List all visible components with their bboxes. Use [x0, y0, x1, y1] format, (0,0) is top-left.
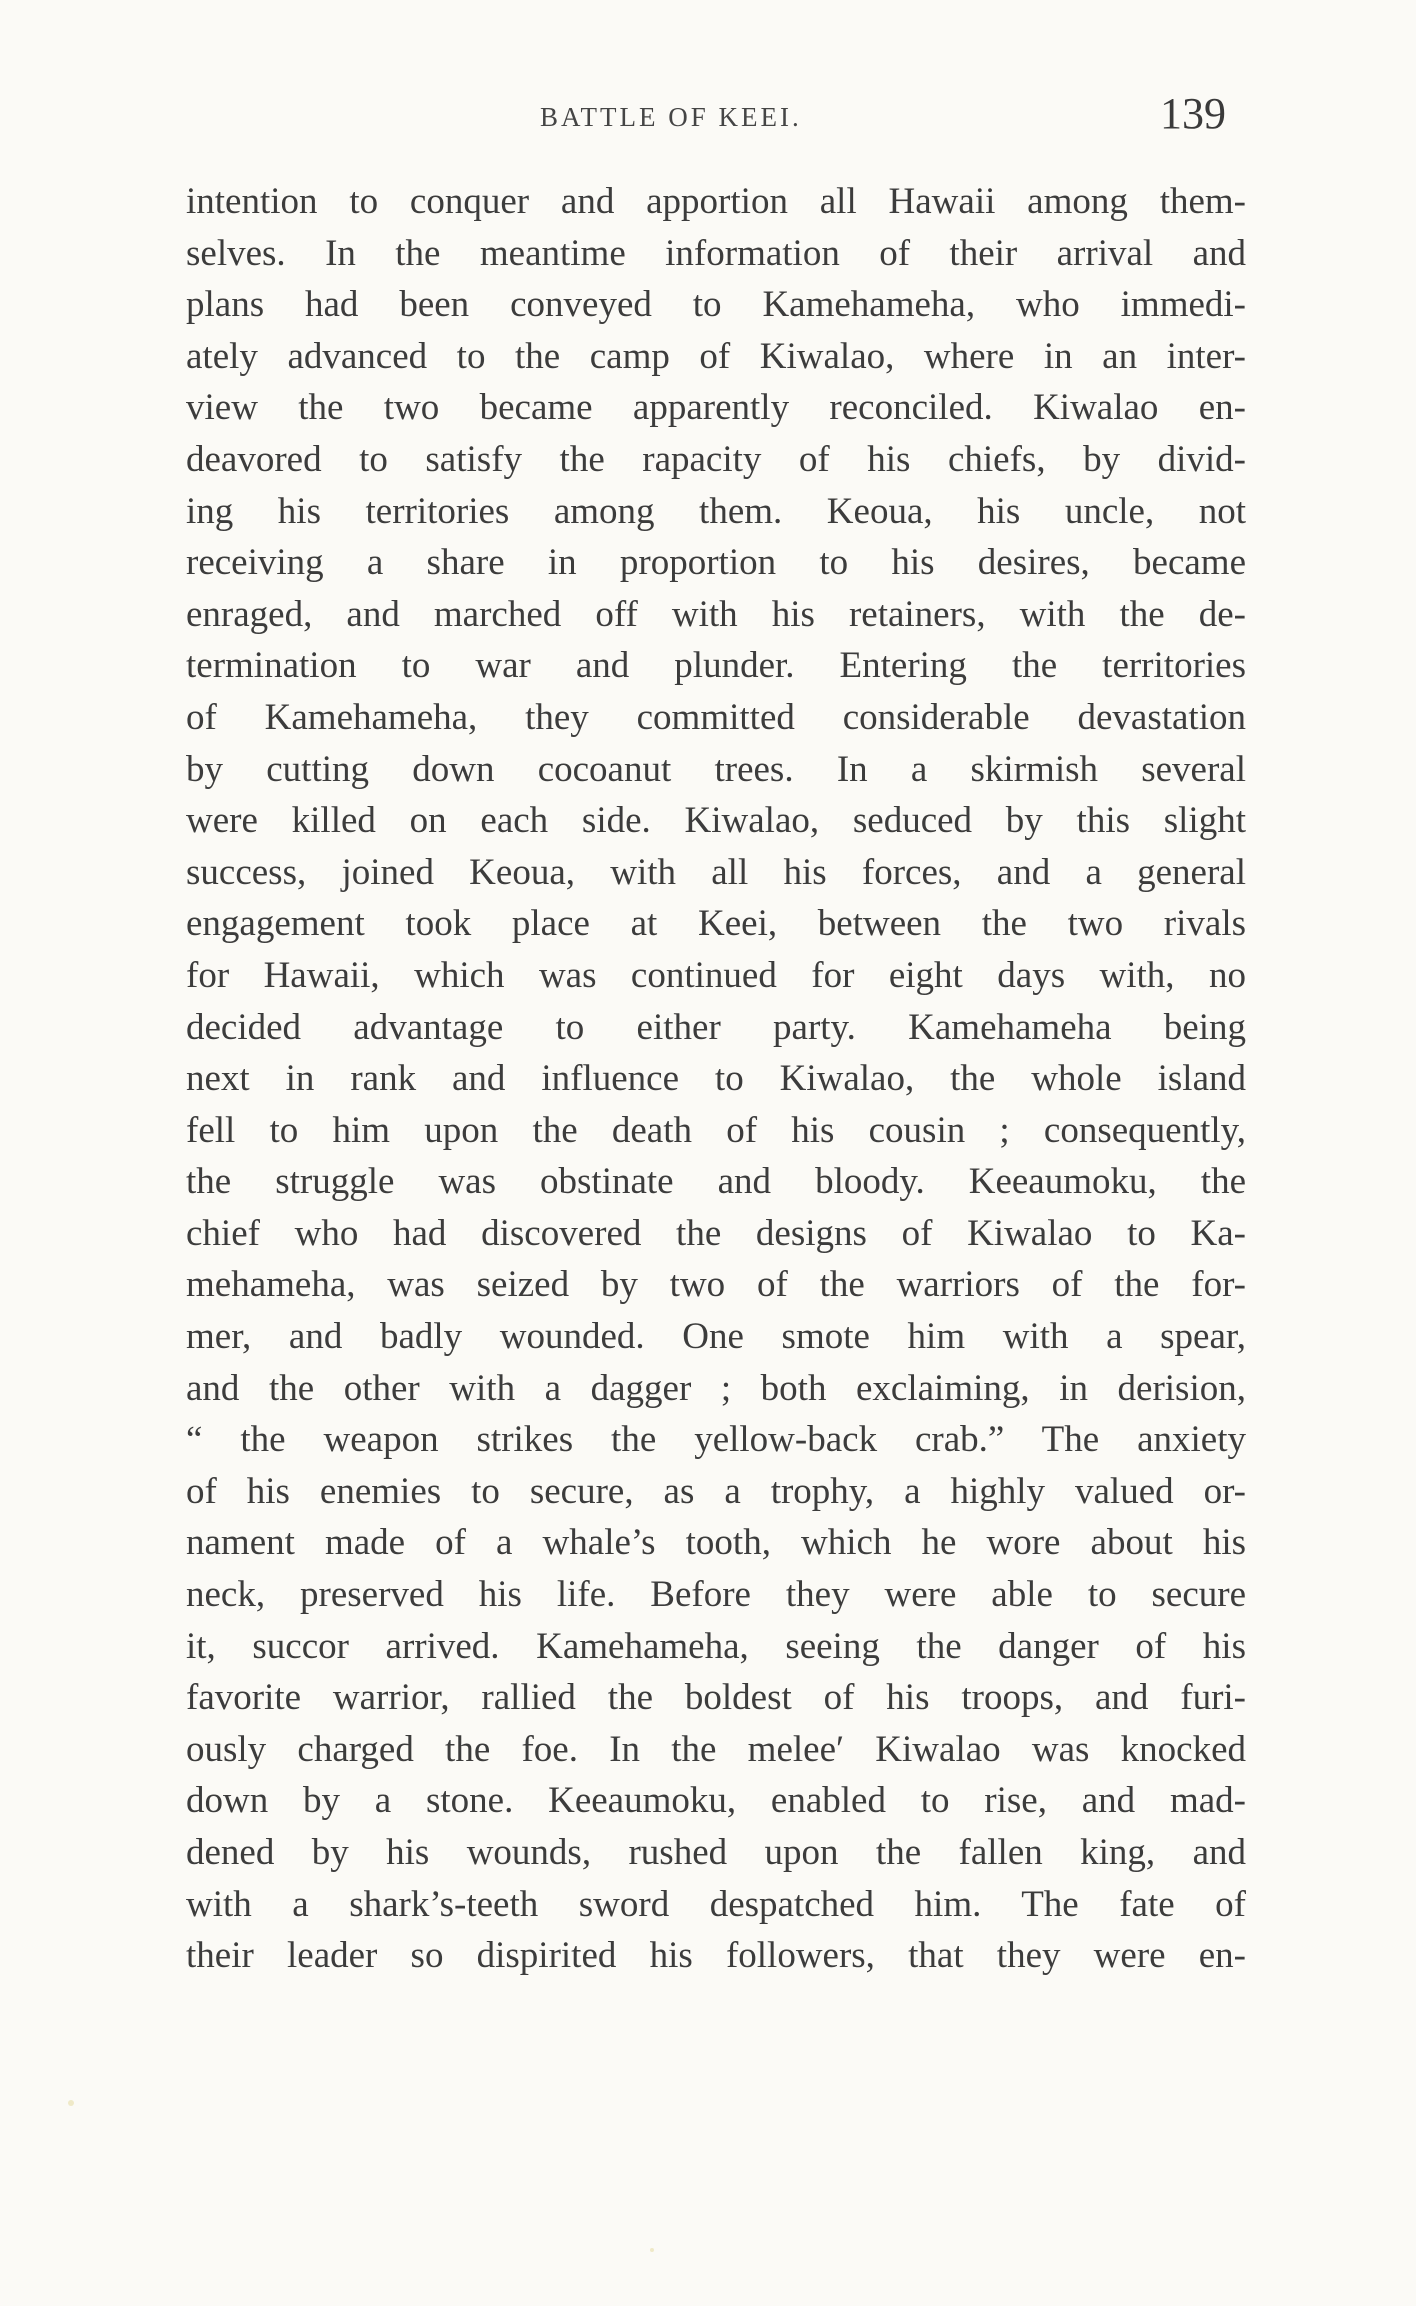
text-line: favorite warrior, rallied the boldest of his troops, and furi- [186, 1677, 1246, 1719]
text-line: of Kamehameha, they committed considerable devastation [186, 696, 1246, 738]
text-line: mehameha, was seized by two of the warriors of the for- [186, 1264, 1246, 1306]
text-line: neck, preserved his life. Before they were able to secure [186, 1574, 1246, 1616]
text-line: mer, and badly wounded. One smote him with a spear, [186, 1316, 1246, 1358]
text-line: engagement took place at Keei, between the two rivals [186, 903, 1246, 945]
text-line: deavored to satisfy the rapacity of his chiefs, by divid- [186, 438, 1246, 480]
text-line: decided advantage to either party. Kamehameha being [186, 1006, 1246, 1048]
text-line: with a shark’s-teeth sword despatched him. The fate of [186, 1883, 1246, 1925]
text-line: chief who had discovered the designs of Kiwalao to Ka- [186, 1212, 1246, 1254]
running-head [0, 88, 1416, 148]
body-text [186, 176, 1246, 1982]
text-line: termination to war and plunder. Entering the territories [186, 645, 1246, 687]
paper-speck [650, 2248, 654, 2252]
text-line: selves. In the meantime information of their arrival and [186, 232, 1246, 274]
text-line: next in rank and influence to Kiwalao, the whole island [186, 1058, 1246, 1100]
text-line: ately advanced to the camp of Kiwalao, where in an inter- [186, 335, 1246, 377]
text-line: fell to him upon the death of his cousin ; consequently, [186, 1109, 1246, 1151]
text-line: receiving a share in proportion to his desires, became [186, 542, 1246, 584]
text-line: success, joined Keoua, with all his forces, and a general [186, 851, 1246, 893]
text-line: dened by his wounds, rushed upon the fallen king, and [186, 1832, 1246, 1873]
text-line: intention to conquer and apportion all Hawaii among them- [186, 181, 1246, 222]
text-line: and the other with a dagger ; both exclaiming, in derision, [186, 1367, 1246, 1409]
text-line: enraged, and marched off with his retainers, with the de- [186, 593, 1246, 635]
text-line: “ the weapon strikes the yellow-back crab.” The anxiety [186, 1419, 1246, 1461]
text-line: for Hawaii, which was continued for eight days with, no [186, 954, 1246, 996]
text-line: plans had been conveyed to Kamehameha, who immedi- [186, 284, 1246, 326]
text-line: it, succor arrived. Kamehameha, seeing the danger of his [186, 1625, 1246, 1667]
text-line: down by a stone. Keeaumoku, enabled to rise, and mad- [186, 1780, 1246, 1822]
text-line: the struggle was obstinate and bloody. Keeaumoku, the [186, 1161, 1246, 1203]
text-line: view the two became apparently reconciled. Kiwalao en- [186, 387, 1246, 429]
text-line: ing his territories among them. Keoua, his uncle, not [186, 490, 1246, 532]
chapter-title: BATTLE OF KEEI. [540, 102, 802, 132]
page-number: 139 [1160, 89, 1226, 138]
text-line: nament made of a whale’s tooth, which he wore about his [186, 1522, 1246, 1564]
text-line: their leader so dispirited his followers, that they were en- [186, 1935, 1246, 1977]
text-line: were killed on each side. Kiwalao, seduced by this slight [186, 800, 1246, 842]
text-line: by cutting down cocoanut trees. In a skirmish several [186, 748, 1246, 790]
text-line: ously charged the foe. In the melee′ Kiwalao was knocked [186, 1728, 1246, 1770]
text-line: of his enemies to secure, as a trophy, a highly valued or- [186, 1470, 1246, 1512]
paper-speck [68, 2100, 74, 2106]
